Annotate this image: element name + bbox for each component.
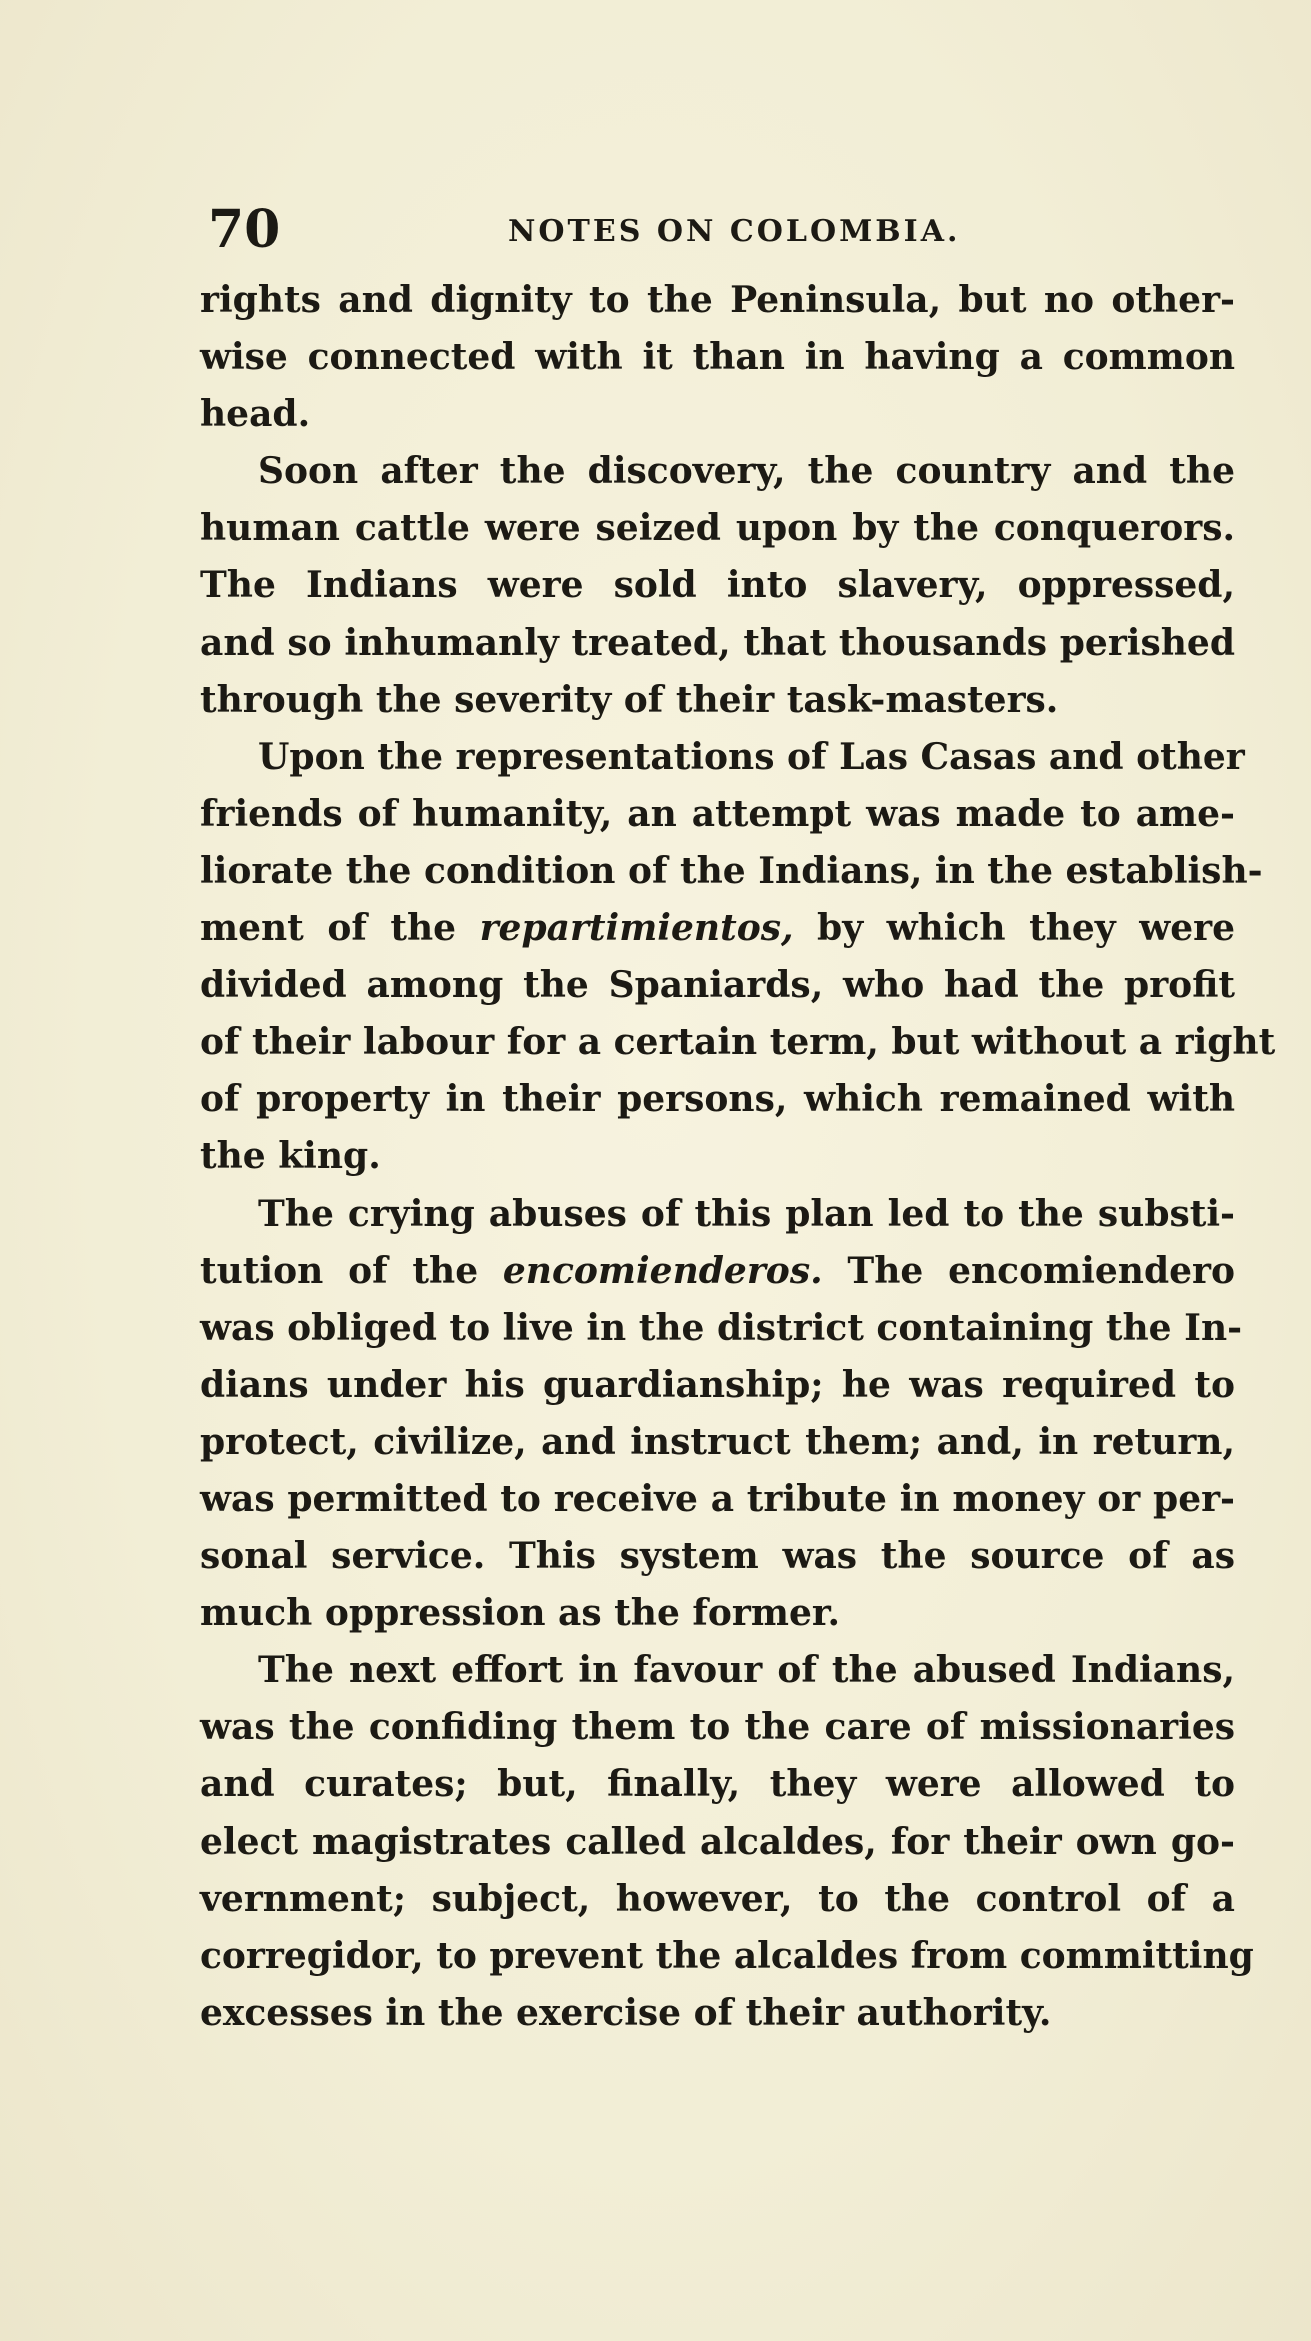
text-line: The Indians were sold into slavery, oppressed,	[200, 564, 1235, 607]
text-line: was permitted to receive a tribute in money or per-	[200, 1477, 1235, 1520]
line-segment: tution of the	[200, 1249, 503, 1292]
text-line: excesses in the exercise of their authority.	[200, 1991, 1052, 2034]
line-segment: The encomiendero	[822, 1249, 1235, 1292]
body-text	[200, 272, 1276, 2042]
text-line: much oppression as the former.	[200, 1592, 841, 1635]
text-line: dians under his guardianship; he was required to	[200, 1363, 1235, 1406]
text-line: through the severity of their task-masters.	[200, 678, 1059, 721]
line-segment: ment of the	[200, 907, 480, 950]
running-head	[208, 200, 1228, 260]
italic-term: encomienderos.	[502, 1249, 823, 1292]
text-line: wise connected with it than in having a common	[200, 336, 1235, 379]
text-line: sonal service. This system was the source of as	[200, 1535, 1235, 1578]
text-line: elect magistrates called alcaldes, for their own go-	[200, 1820, 1235, 1863]
text-line: rights and dignity to the Peninsula, but no other-	[200, 279, 1235, 321]
text-line	[200, 900, 1235, 957]
page-number: 70	[208, 199, 281, 260]
italic-term: repartimientos,	[479, 907, 794, 950]
text-line: liorate the condition of the Indians, in the establish-	[200, 849, 1263, 892]
text-line: the king.	[200, 1135, 381, 1178]
text-line: The crying abuses of this plan led to the substi-	[258, 1192, 1235, 1235]
text-line: protect, civilize, and instruct them; and, in return,	[200, 1420, 1235, 1463]
text-line: human cattle were seized upon by the conquerors.	[200, 507, 1235, 550]
text-line: head.	[200, 393, 311, 436]
line-segment: by which they were	[793, 907, 1236, 950]
text-line	[200, 1243, 1235, 1300]
text-line: was the confiding them to the care of missionaries	[200, 1706, 1235, 1749]
text-line: friends of humanity, an attempt was made to ame-	[200, 792, 1235, 835]
text-line: vernment; subject, however, to the control of a	[200, 1877, 1235, 1920]
text-line: Upon the representations of Las Casas and other	[258, 735, 1245, 778]
text-line: divided among the Spaniards, who had the profit	[200, 964, 1235, 1007]
text-line: of property in their persons, which remained with	[200, 1078, 1235, 1121]
text-line: of their labour for a certain term, but without a right	[200, 1021, 1276, 1064]
text-line: and so inhumanly treated, that thousands perished	[200, 621, 1235, 664]
running-title: NOTES ON COLOMBIA.	[508, 214, 961, 249]
text-line: The next effort in favour of the abused Indians,	[258, 1649, 1235, 1692]
text-line: Soon after the discovery, the country and the	[258, 450, 1235, 493]
text-line: and curates; but, finally, they were allowed to	[200, 1763, 1235, 1806]
text-line: corregidor, to prevent the alcaldes from committing	[200, 1934, 1254, 1977]
text-line: was obliged to live in the district containing the In-	[200, 1306, 1243, 1349]
